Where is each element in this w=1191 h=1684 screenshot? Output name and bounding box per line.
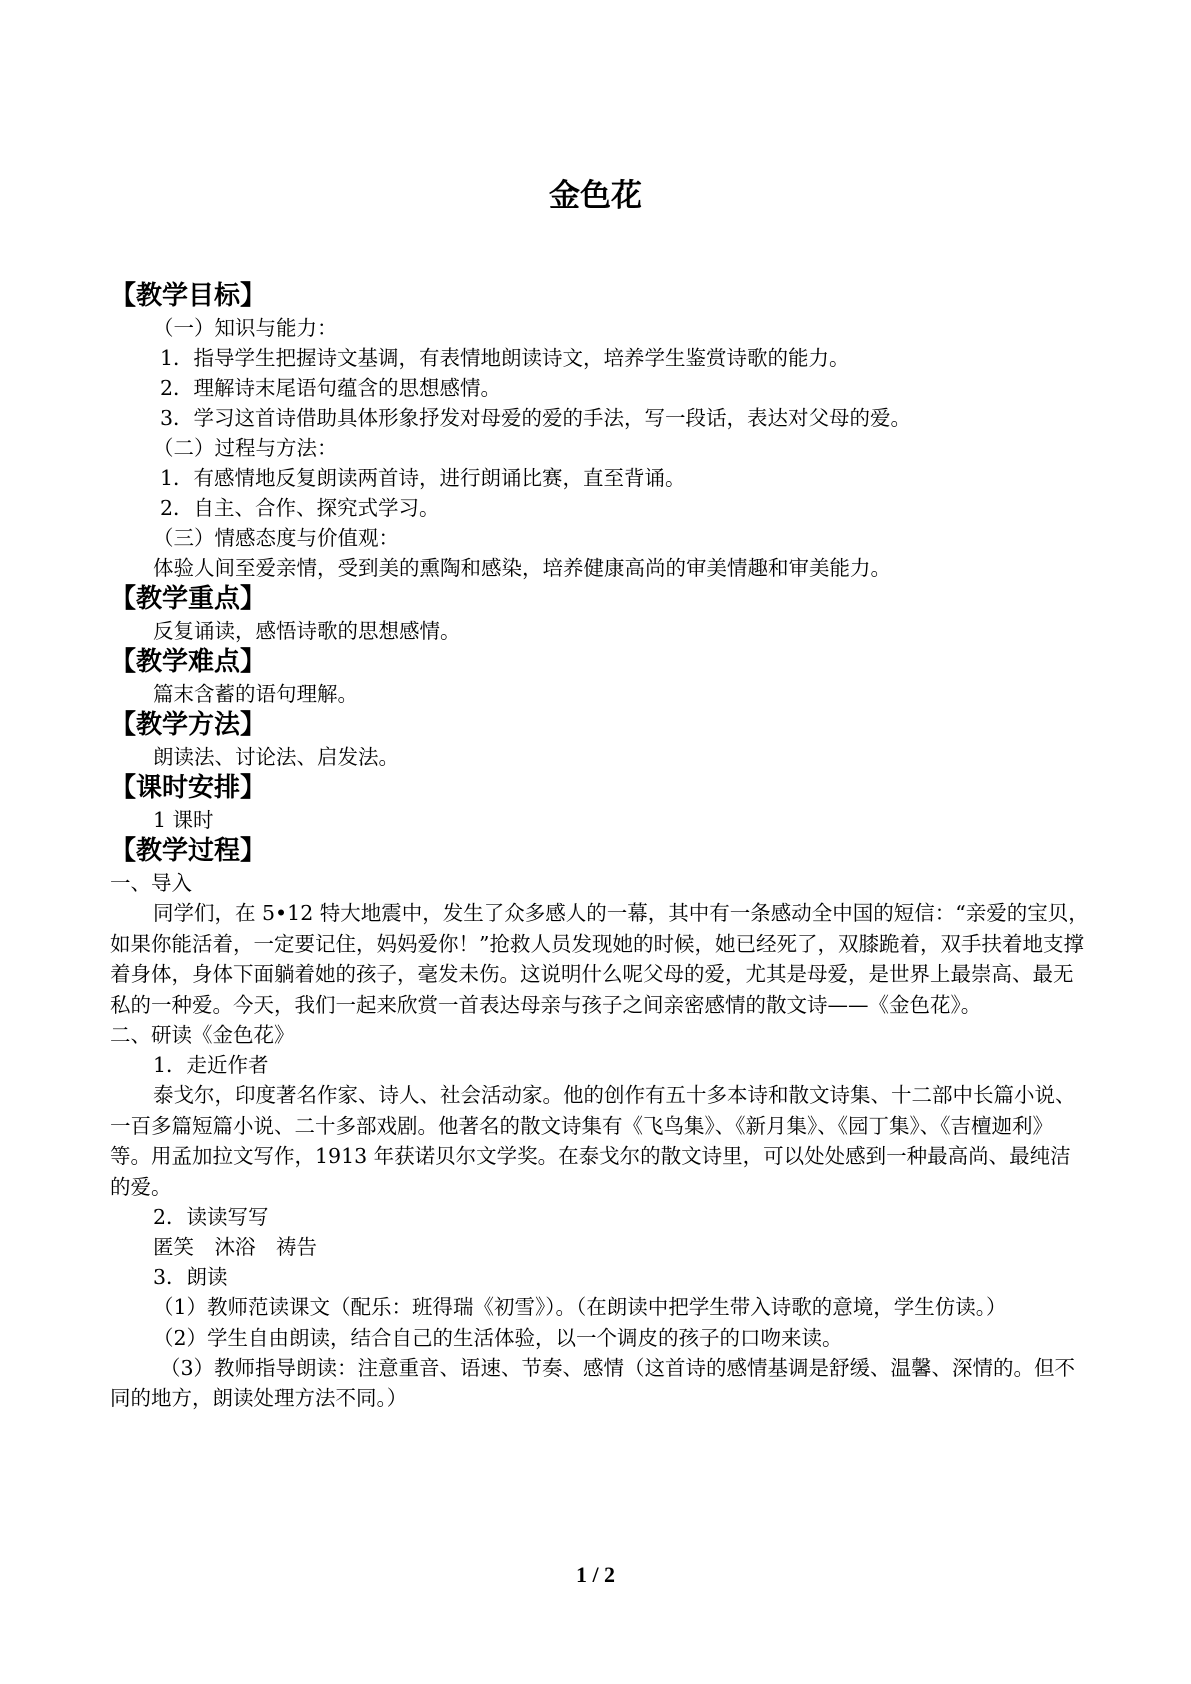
heading-class-hours: 【课时安排】 xyxy=(110,773,267,803)
difficulties-text: 篇末含蓄的语句理解。 xyxy=(153,682,358,706)
class-hours-text: 1 课时 xyxy=(153,808,214,832)
study1-heading: 1．走近作者 xyxy=(153,1053,269,1077)
reading-step-3: （3）教师指导朗读：注意重音、语速、节奏、感情（这首诗的感情基调是舒缓、温馨、深情的。但不同的地方，朗读处理方法不同。） xyxy=(110,1355,1076,1410)
heading-key-points: 【教学重点】 xyxy=(110,584,267,614)
key-points-text: 反复诵读，感悟诗歌的思想感情。 xyxy=(153,619,461,643)
study3-heading: 3．朗读 xyxy=(153,1265,228,1289)
goal1-item: 2．理解诗末尾语句蕴含的思想感情。 xyxy=(160,376,502,400)
page-title: 金色花 xyxy=(549,178,642,214)
intro-heading: 一、导入 xyxy=(110,871,192,895)
page-number: 1 / 2 xyxy=(575,1562,616,1587)
heading-teaching-goals: 【教学目标】 xyxy=(110,281,267,311)
intro-paragraph: 同学们，在 5•12 特大地震中，发生了众多感人的一幕，其中有一条感动全中国的短信：“亲爱的宝贝，如果你能活着，一定要记住，妈妈爱你！”抢救人员发现她的时候，她已经死了，双膝跪着，双手扶着地支撑着身体，身体下面躺着她的孩子，毫发未伤。这说明什么呢父母的爱，尤其是母爱，是世界上最崇高、最无私的一种爱。今天，我们一起来欣赏一首表达母亲与孩子之间亲密感情的散文诗——《金色花》。 xyxy=(110,901,1089,1017)
goal2-item: 2．自主、合作、探究式学习。 xyxy=(160,496,440,520)
goal1-item: 1．指导学生把握诗文基调，有表情地朗读诗文，培养学生鉴赏诗歌的能力。 xyxy=(160,346,850,370)
reading-step-2: （2）学生自由朗读，结合自己的生活体验，以一个调皮的孩子的口吻来读。 xyxy=(153,1325,843,1350)
author-paragraph: 泰戈尔，印度著名作家、诗人、社会活动家。他的创作有五十多本诗和散文诗集、十二部中长篇小说、一百多篇短篇小说、二十多部戏剧。他著名的散文诗集有《飞鸟集》、《新月集》、《园丁集》、《吉檀迦利》等。用孟加拉文写作，1913 年获诺贝尔文学奖。在泰戈尔的散文诗里，可以处处感到一种最高尚、最纯洁的爱。 xyxy=(110,1083,1076,1199)
goal1-item: 3．学习这首诗借助具体形象抒发对母爱的爱的手法，写一段话，表达对父母的爱。 xyxy=(160,406,912,430)
heading-methods: 【教学方法】 xyxy=(110,710,267,740)
goal2-item: 1．有感情地反复朗读两首诗，进行朗诵比赛，直至背诵。 xyxy=(160,466,686,490)
reading-step-1: （1）教师范读课文（配乐：班得瑞《初雪》）。（在朗读中把学生带入诗歌的意境，学生仿读。） xyxy=(153,1295,1007,1319)
goal2-heading: （二）过程与方法： xyxy=(153,436,338,460)
vocabulary-words: 匿笑 沐浴 祷告 xyxy=(153,1235,317,1259)
heading-difficulties: 【教学难点】 xyxy=(110,647,267,677)
goal3-heading: （三）情感态度与价值观： xyxy=(153,526,399,550)
study2-heading: 2．读读写写 xyxy=(153,1205,269,1229)
goal1-heading: （一）知识与能力： xyxy=(153,316,338,340)
document-body xyxy=(110,280,1090,1414)
goal3-text: 体验人间至爱亲情，受到美的熏陶和感染，培养健康高尚的审美情趣和审美能力。 xyxy=(153,556,891,580)
methods-text: 朗读法、讨论法、启发法。 xyxy=(153,745,399,769)
heading-process: 【教学过程】 xyxy=(110,836,267,866)
study-heading: 二、研读《金色花》 xyxy=(110,1023,295,1047)
